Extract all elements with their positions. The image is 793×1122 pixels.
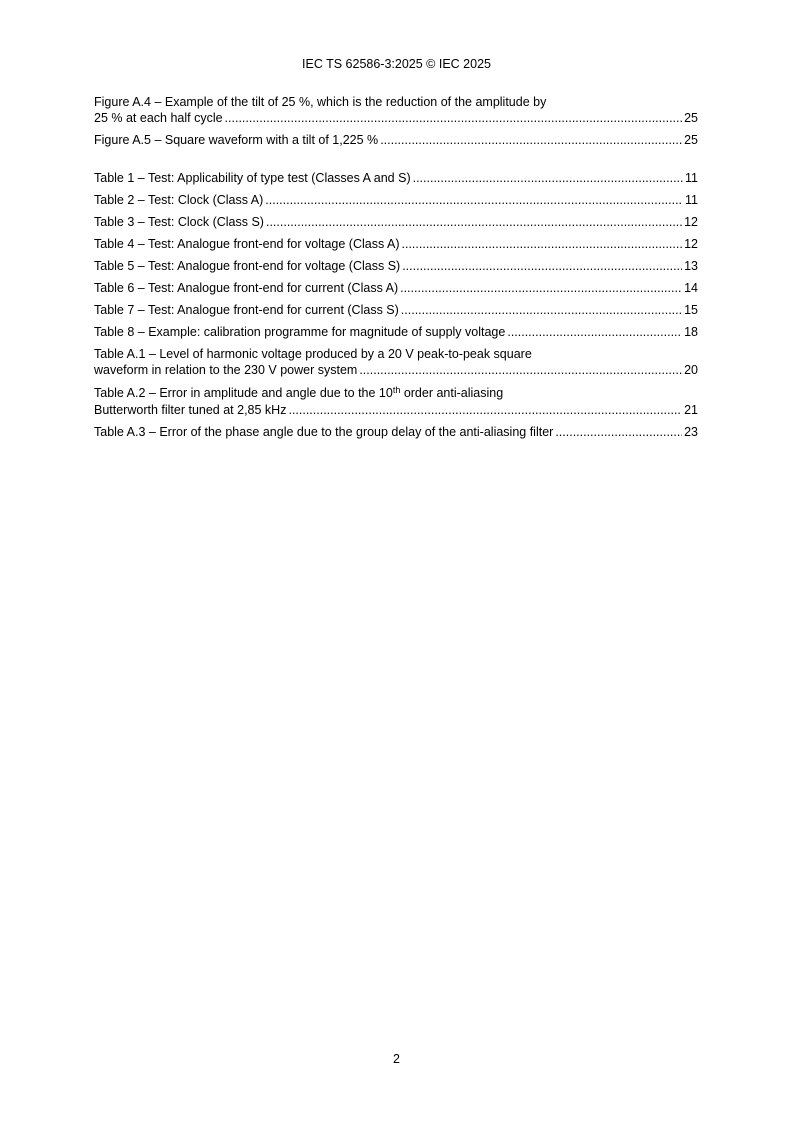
dot-leader [555, 424, 682, 440]
entry-title-text: Table A.2 – Error in amplitude and angle due to the 10 [94, 386, 393, 400]
figure-entry-a5[interactable] [94, 132, 698, 148]
entry-title: Table 3 – Test: Clock (Class S) [94, 215, 264, 229]
table-entry-6[interactable] [94, 280, 698, 296]
running-header: IEC TS 62586-3:2025 © IEC 2025 [302, 57, 491, 71]
entry-title: Figure A.5 – Square waveform with a tilt of 1,225 % [94, 133, 379, 147]
entry-page-number: 20 [684, 363, 698, 377]
entry-page-number: 12 [684, 237, 698, 251]
figure-entry-a4[interactable] [94, 94, 698, 126]
dot-leader [266, 214, 682, 230]
entry-title: Table 5 – Test: Analogue front-end for voltage (Class S) [94, 259, 401, 273]
entry-page-number: 15 [684, 303, 698, 317]
entry-title: Table A.3 – Error of the phase angle due to the group delay of the anti-aliasing filter [94, 425, 554, 439]
entry-title-line1: Table A.1 – Level of harmonic voltage produced by a 20 V peak-to-peak square [94, 347, 532, 361]
entry-title-line2: waveform in relation to the 230 V power system [94, 363, 358, 377]
page-number: 2 [393, 1052, 400, 1066]
entry-title: Table 8 – Example: calibration programme for magnitude of supply voltage [94, 325, 506, 339]
table-entry-7[interactable] [94, 302, 698, 318]
ordinal-superscript: th [392, 385, 401, 395]
table-entry-a3[interactable] [94, 424, 698, 440]
dot-leader [413, 170, 683, 186]
entry-title: Table 7 – Test: Analogue front-end for current (Class S) [94, 303, 399, 317]
entry-page-number: 18 [684, 325, 698, 339]
dot-leader [507, 324, 682, 340]
entry-title: Table 4 – Test: Analogue front-end for voltage (Class A) [94, 237, 400, 251]
entry-page-number: 14 [684, 281, 698, 295]
dot-leader [265, 192, 683, 208]
entry-page-number: 11 [685, 171, 698, 185]
entry-title-line2: 25 % at each half cycle [94, 111, 223, 125]
list-of-figures-and-tables [94, 94, 698, 446]
dot-leader [225, 110, 683, 126]
entry-page-number: 13 [684, 259, 698, 273]
table-entry-5[interactable] [94, 258, 698, 274]
table-entry-2[interactable] [94, 192, 698, 208]
dot-leader [402, 236, 683, 252]
table-entry-1[interactable] [94, 170, 698, 186]
entry-page-number: 11 [685, 193, 698, 207]
dot-leader [380, 132, 682, 148]
dot-leader [359, 362, 682, 378]
entry-title-text: order anti-aliasing [400, 386, 504, 400]
dot-leader [401, 302, 682, 318]
entry-title-line1: Figure A.4 – Example of the tilt of 25 %, which is the reduction of the amplitude by [94, 95, 547, 109]
entry-page-number: 21 [684, 403, 698, 417]
table-entry-4[interactable] [94, 236, 698, 252]
entry-title: Table 2 – Test: Clock (Class A) [94, 193, 264, 207]
entry-page-number: 25 [684, 111, 698, 125]
entry-page-number: 25 [684, 133, 698, 147]
dot-leader [288, 402, 682, 418]
dot-leader [400, 280, 682, 296]
entry-page-number: 23 [684, 425, 698, 439]
entry-title: Table 1 – Test: Applicability of type test (Classes A and S) [94, 171, 411, 185]
entry-page-number: 12 [684, 215, 698, 229]
dot-leader [402, 258, 682, 274]
entry-title-line1 [94, 384, 698, 402]
table-entry-8[interactable] [94, 324, 698, 340]
entry-title-line2: Butterworth filter tuned at 2,85 kHz [94, 403, 287, 417]
entry-title: Table 6 – Test: Analogue front-end for current (Class A) [94, 281, 399, 295]
table-entry-a2[interactable] [94, 384, 698, 418]
table-entry-3[interactable] [94, 214, 698, 230]
table-entry-a1[interactable] [94, 346, 698, 378]
